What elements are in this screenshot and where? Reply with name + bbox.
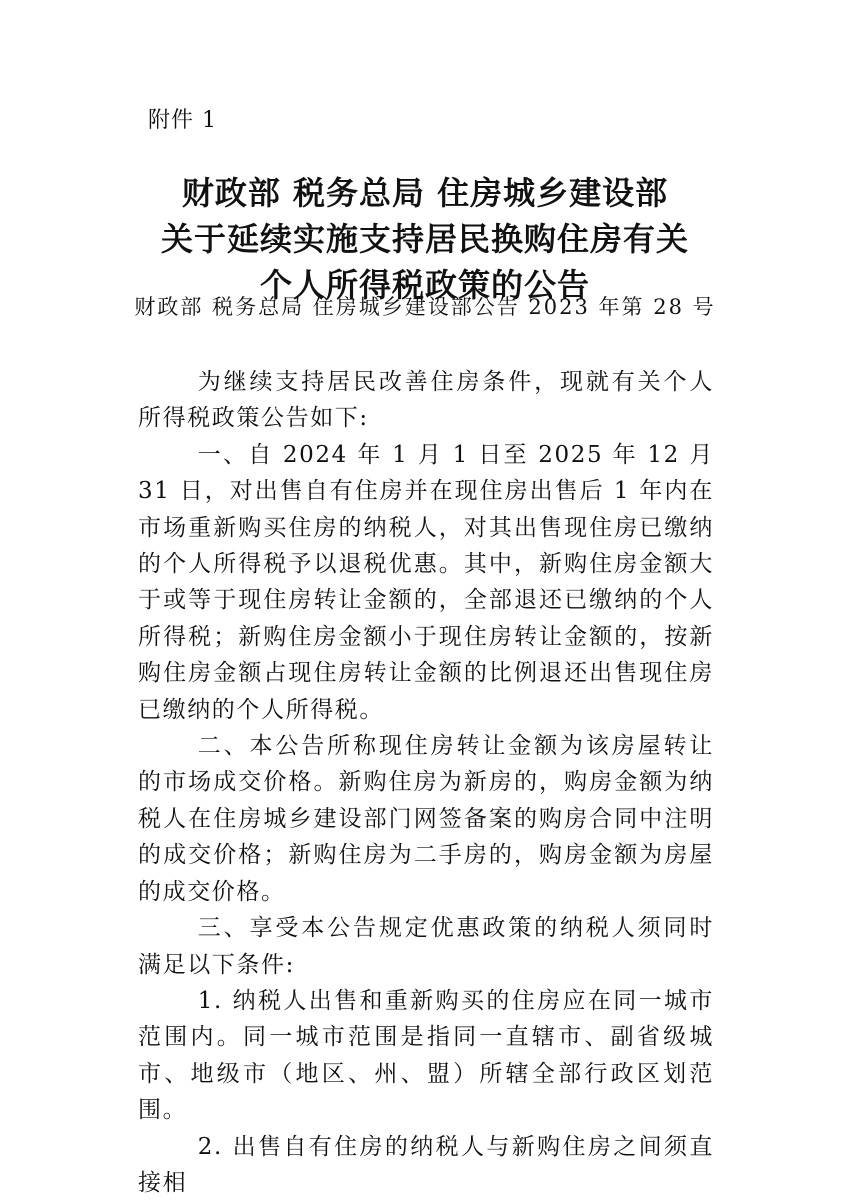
attachment-label: 附件 1 (148, 108, 217, 133)
document-title (0, 170, 850, 308)
paragraph-intro: 为继续支持居民改善住房条件，现就有关个人所得税政策公告如下: (138, 369, 714, 432)
paragraph-condition-1: 1. 纳税人出售和重新购买的住房应在同一城市范围内。同一城市范围是指同一直辖市、副省级城市、地级市（地区、州、盟）所辖全部行政区划范围。 (138, 987, 714, 1124)
title-line-3: 个人所得税政策的公告 (259, 266, 590, 304)
title-line-2: 关于延续实施支持居民换购住房有关 (160, 220, 689, 258)
paragraph-article-1: 一、自 2024 年 1 月 1 日至 2025 年 12 月 31 日，对出售自有住房并在现住房出售后 1 年内在市场重新购买住房的纳税人，对其出售现住房已缴纳的个人所得税予以退税优惠。其中，新购住房金额大于或等于现住房转让金额的，全部退还已缴纳的个人所得税；新购住房金额小于现住房转让金额的，按新购住房金额占现住房转让金额的比例退还出售现住房已缴纳的个人所得税。 (138, 441, 714, 723)
paragraph-article-3: 三、享受本公告规定优惠政策的纳税人须同时满足以下条件: (138, 915, 714, 978)
paragraph-condition-2: 2. 出售自有住房的纳税人与新购住房之间须直接相 (138, 1133, 714, 1196)
paragraph-article-2: 二、本公告所称现住房转让金额为该房屋转让的市场成交价格。新购住房为新房的，购房金额为纳税人在住房城乡建设部门网签备案的购房合同中注明的成交价格；新购住房为二手房的，购房金额为房屋的成交价格。 (138, 733, 714, 905)
title-line-1: 财政部 税务总局 住房城乡建设部 (181, 174, 669, 212)
document-number: 财政部 税务总局 住房城乡建设部公告 2023 年第 28 号 (134, 295, 716, 319)
document-body (138, 364, 714, 1201)
